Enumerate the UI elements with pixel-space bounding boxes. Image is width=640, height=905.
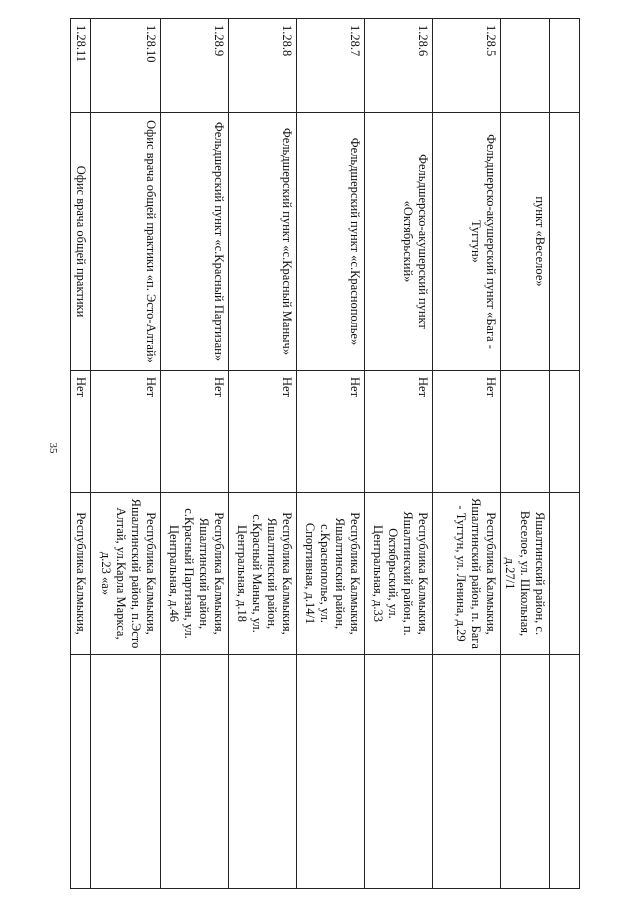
cell-name: Фельдшерский пункт «с.Красный Маныч» (228, 113, 296, 371)
cell-name: Фельдшерско-акушерский пункт «Бага - Тугтун» (432, 113, 500, 371)
cell-number: 1.28.5 (432, 19, 500, 113)
cell-license: Нет (364, 371, 432, 493)
cell-empty (432, 655, 500, 889)
cell-number (500, 19, 549, 113)
cell-empty (90, 655, 160, 889)
cell-name: Офис врача общей практики (70, 113, 90, 371)
cell-address: Республика Калмыкия, Яшалтинский район, п. Бага - Тугтун, ул. Ленина, д.29 (432, 493, 500, 655)
cell-empty (228, 655, 296, 889)
cell-empty (70, 655, 90, 889)
cell-number: 1.28.6 (364, 19, 432, 113)
table-row (90, 19, 160, 889)
cell-address: Республика Калмыкия, Яшалтинский район, с.Краснополье, ул. Спортивная, д.14/1 (296, 493, 364, 655)
cell-name: Офис врача общей практики «п. Эсто-Алтай» (90, 113, 160, 371)
cell-number: 1.28.9 (160, 19, 228, 113)
cell-number: 1.28.7 (296, 19, 364, 113)
table-row (432, 19, 500, 889)
cell-name: Фельдшерский пункт «с.Краснополье» (296, 113, 364, 371)
cell-address: Яшалтинский район, с. Веселое, ул. Школьная, д.27/1 (500, 493, 549, 655)
table-row (160, 19, 228, 889)
cell-empty (500, 655, 549, 889)
cell-empty (364, 655, 432, 889)
cell-address: Республика Калмыкия, Яшалтинский район, п.Эсто Алтай, ул.Карла Маркса, д.23 «а» (90, 493, 160, 655)
cell-empty (550, 113, 580, 371)
table-row (364, 19, 432, 889)
cell-empty (550, 493, 580, 655)
cell-number: 1.28.8 (228, 19, 296, 113)
cell-license: Нет (160, 371, 228, 493)
page-number: 35 (47, 442, 59, 454)
cell-address: Республика Калмыкия, (70, 493, 90, 655)
cell-license: Нет (90, 371, 160, 493)
cell-empty (550, 19, 580, 113)
cell-name: Фельдшерский пункт «с.Красный Партизан» (160, 113, 228, 371)
cell-address: Республика Калмыкия, Яшалтинский район, с.Красный Маныч, ул. Центральная, д.18 (228, 493, 296, 655)
cell-address: Республика Калмыкия, Яшалтинский район, с.Красный Партизан, ул. Центральная, д.46 (160, 493, 228, 655)
table-row (500, 19, 549, 889)
table-row (550, 19, 580, 889)
cell-empty (550, 655, 580, 889)
table-row (70, 19, 90, 889)
cell-empty (160, 655, 228, 889)
cell-number: 1.28.10 (90, 19, 160, 113)
table-row (228, 19, 296, 889)
cell-license (500, 371, 549, 493)
cell-number: 1.28.11 (70, 19, 90, 113)
table-frame (73, 18, 580, 888)
cell-license: Нет (432, 371, 500, 493)
cell-license: Нет (228, 371, 296, 493)
cell-name: пункт «Веселое» (500, 113, 549, 371)
table-row (296, 19, 364, 889)
cell-license: Нет (70, 371, 90, 493)
cell-empty (296, 655, 364, 889)
cell-empty (550, 371, 580, 493)
facilities-table (70, 18, 580, 889)
cell-license: Нет (296, 371, 364, 493)
cell-name: Фельдшерско-акушерский пункт «Октябрьский» (364, 113, 432, 371)
cell-address: Республика Калмыкия, Яшалтинский район, п. Октябрьский, ул. Центральная, д.33 (364, 493, 432, 655)
